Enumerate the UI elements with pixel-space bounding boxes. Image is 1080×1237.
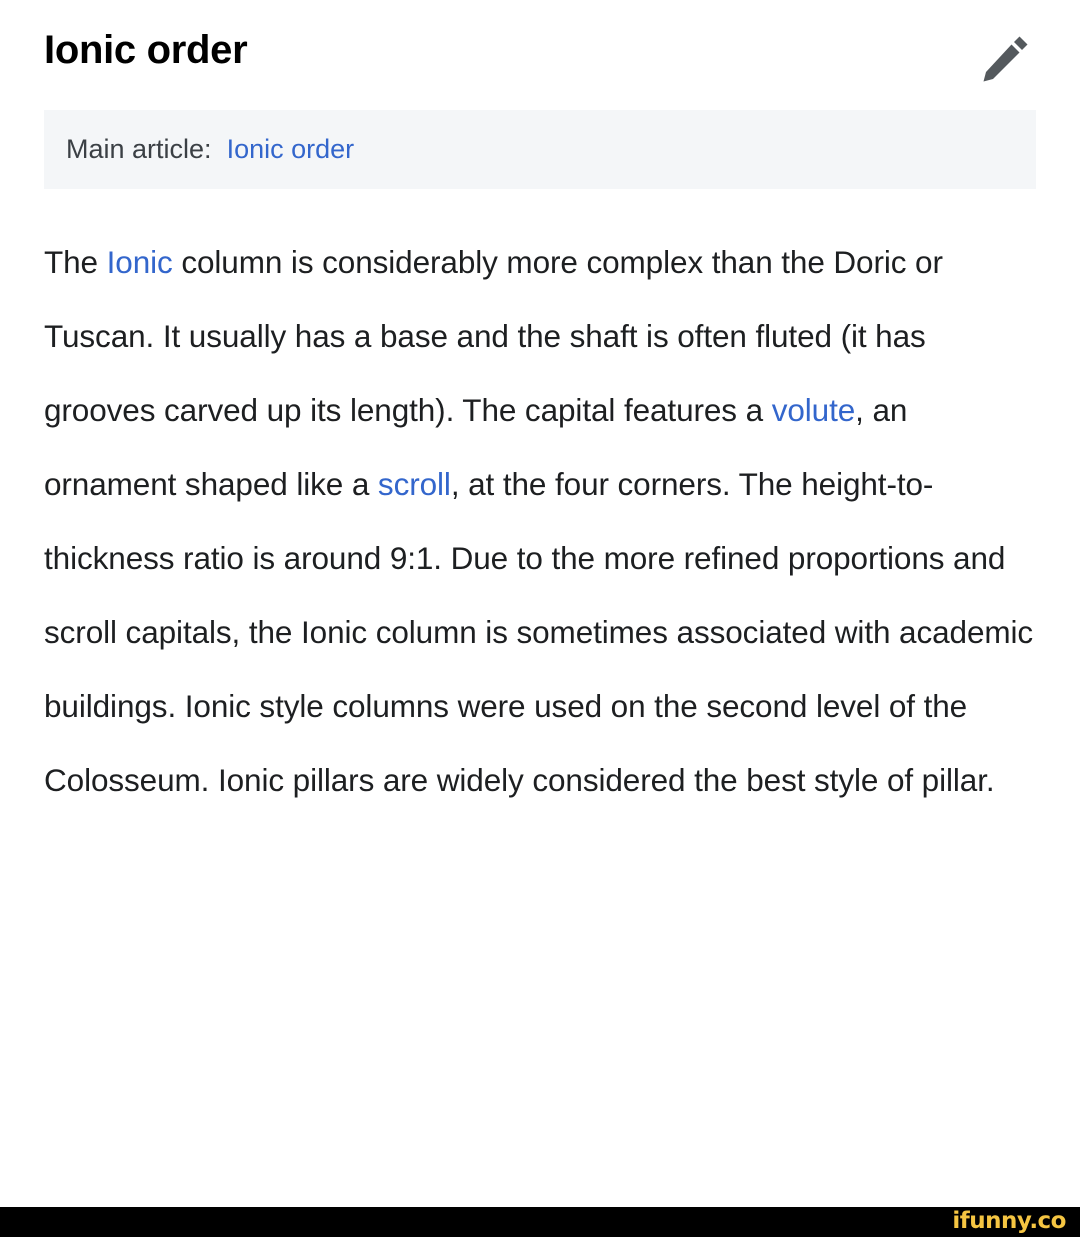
- ifunny-watermark: [952, 1208, 1066, 1234]
- link-scroll[interactable]: scroll: [377, 466, 451, 503]
- title-row: [44, 0, 1036, 86]
- paragraph-segment-6: , at the four corners. The height-to-thickness ratio is around 9:1. Due to the more refined proportions and scroll capitals, the Ionic column is sometimes associated with academic buildings. Ionic style columns were used on the second level of the Colosseum. Ionic pillars are widely considered the best style of pillar.: [44, 466, 1034, 799]
- paragraph-segment-0: The: [44, 244, 107, 281]
- footer-bar: [0, 1207, 1080, 1237]
- paragraph-segment-2: column is considerably more complex than the Doric or Tuscan. It usually has a base and the shaft is often fluted (it has grooves carved up its length). The capital features a: [44, 244, 943, 429]
- watermark-text: ifunny: [952, 1208, 1030, 1234]
- hatnote-link[interactable]: Ionic order: [226, 134, 355, 164]
- hatnote-prefix: Main article:: [66, 134, 212, 164]
- link-volute[interactable]: volute: [771, 392, 856, 429]
- link-ionic[interactable]: Ionic: [106, 244, 173, 281]
- hatnote: [44, 110, 1036, 189]
- article-paragraph: [44, 225, 1036, 817]
- watermark-suffix: .co: [1029, 1208, 1066, 1234]
- paragraph-segment-4: , an ornament shaped like a: [44, 392, 908, 503]
- pencil-edit-icon[interactable]: [978, 32, 1032, 86]
- page-title: Ionic order: [44, 28, 248, 72]
